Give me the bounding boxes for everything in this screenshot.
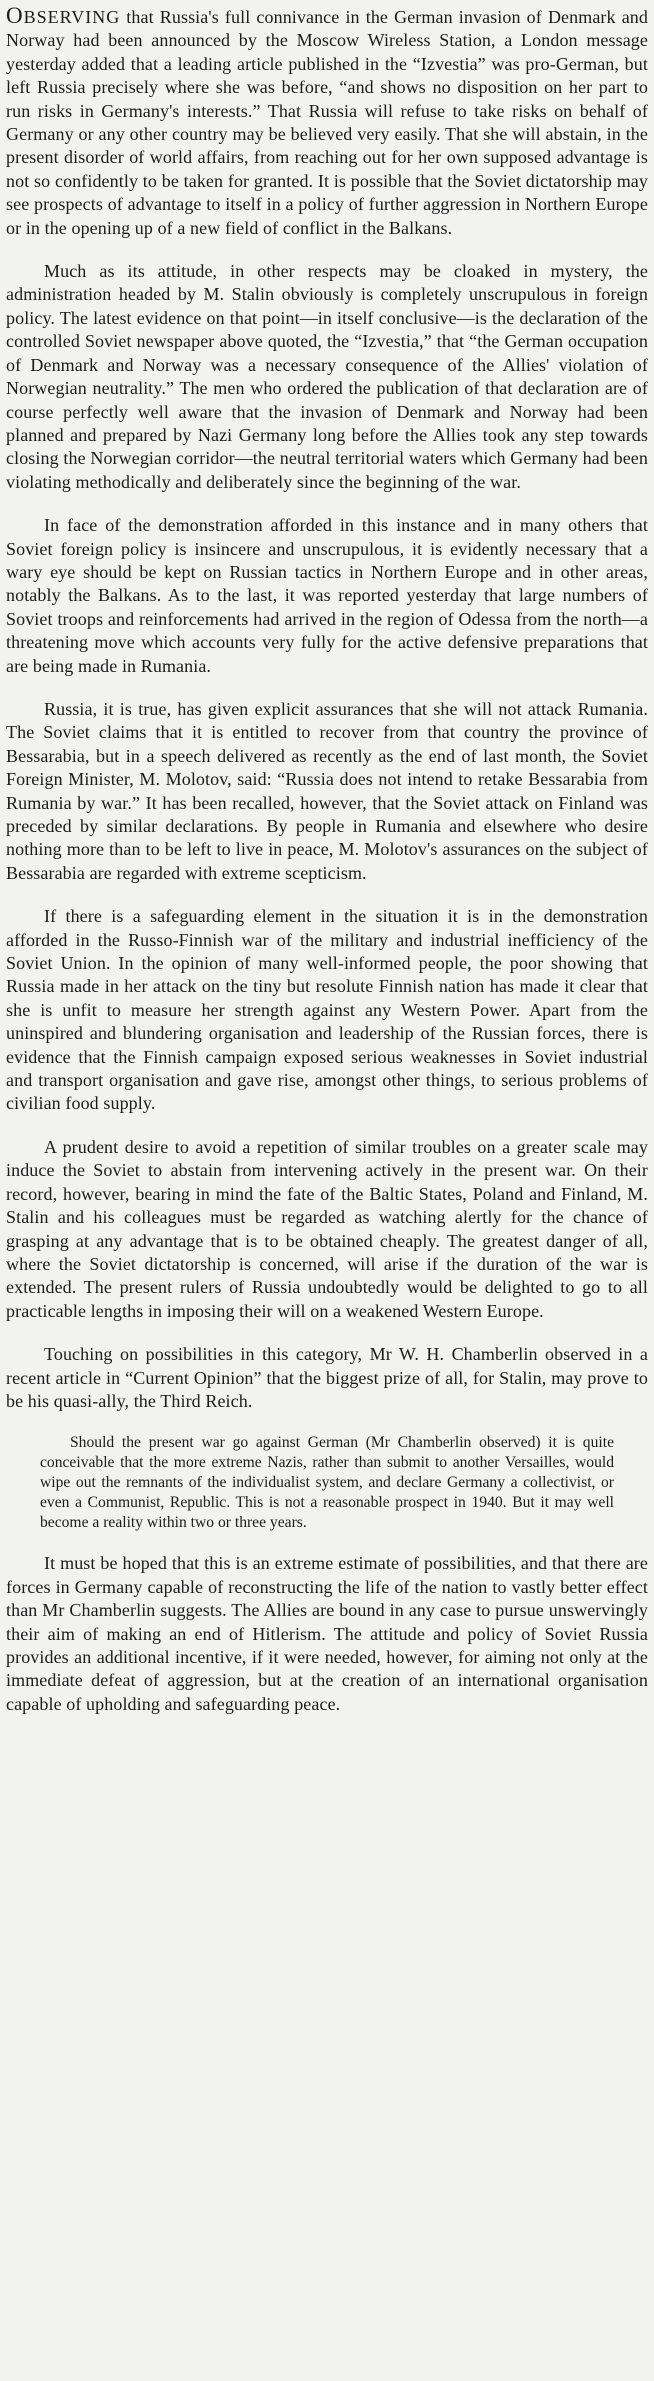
article-paragraph-7: Touching on possibilities in this category, Mr W. H. Chamberlin observed in a recent article in “Current Opinion” that the biggest prize of all, for Stalin, may prove to be his quasi-ally, the Third Reich. [6,1344,648,1411]
article-paragraph-1 [6,4,648,240]
article-paragraph-8: It must be hoped that this is an extreme estimate of possibilities, and that there are forces in Germany capable of reconstructing the life of the nation to vastly better effect than Mr Chamberlin suggests. The Allies are bound in any case to pursue unswervingly their aim of making an end of Hitlerism. The attitude and policy of Soviet Russia provides an additional incentive, if it were needed, however, for aiming not only at the immediate defeat of aggression, but at the creation of an international organisation capable of upholding and safeguarding peace. [6,1553,648,1714]
article-paragraph-4: Russia, it is true, has given explicit assurances that she will not attack Rumania. The Soviet claims that it is entitled to recover from that country the province of Bessarabia, but in a speech delivered as recently as the end of last month, the Soviet Foreign Minister, M. Molotov, said: “Russia does not intend to retake Bessarabia from Rumania by war.” It has been recalled, however, that the Soviet attack on Finland was preceded by similar declarations. By people in Rumania and elsewhere who desire nothing more than to be left to live in peace, M. Molotov's assurances on the subject of Bessarabia are regarded with extreme scepticism. [6,698,648,883]
article-paragraph-3: In face of the demonstration afforded in this instance and in many others that Soviet foreign policy is insincere and unscrupulous, it is evidently necessary that a wary eye should be kept on Russian tactics in Northern Europe and in other areas, notably the Balkans. As to the last, it was reported yesterday that large numbers of Soviet troops and reinforcements had arrived in the region of Odessa from the north—a threatening move which accounts very fully for the active defensive preparations that are being made in Rumania. [6,515,648,676]
block-quote: Should the present war go against German (Mr Chamberlin observed) it is quite conceivable that the more extreme Nazis, rather than submit to another Versailles, would wipe out the remnants of the individualist system, and declare Germany a collectivist, or even a Communist, Republic. This is not a reasonable prospect in 1940. But it may well become a reality within two or three years. [40,1434,614,1531]
opening-word: BSERVING [23,7,121,27]
article-paragraph-2: Much as its attitude, in other respects may be cloaked in mystery, the administration headed by M. Stalin obviously is completely unscrupulous in foreign policy. The latest evidence on that point—in itself conclusive—is the declaration of the controlled Soviet newspaper above quoted, the “Izvestia,” that “the German occupation of Denmark and Norway was a necessary consequence of the Allies' violation of Norwegian neutrality.” The men who ordered the publication of that declaration are of course perfectly well aware that the invasion of Denmark and Norway had been planned and prepared by Nazi Germany long before the Allies took any step towards closing the Norwegian corridor—the neutral territorial waters which Germany had been violating methodically and deliberately since the beginning of the war. [6,261,648,492]
paragraph-1-text: that Russia's full connivance in the German invasion of Denmark and Norway had been announced by the Moscow Wireless Station, a London message yesterday added that a leading article published in the “Izvestia” was pro-German, but left Russia precisely where she was before, “and shows no disposition on her part to run risks in Germany's interests.” That Russia will refuse to take risks on behalf of Germany or any other country may be believed very easily. That she will abstain, in the present disorder of world affairs, from reaching out for her own supposed advantage is not so confidently to be taken for granted. It is possible that the Soviet dictatorship may see prospects of advantage to itself in a policy of further aggression in Northern Europe or in the opening up of a new field of conflict in the Balkans. [6,7,648,238]
article-paragraph-6: A prudent desire to avoid a repetition of similar troubles on a greater scale may induce the Soviet to abstain from intervening actively in the present war. On their record, however, bearing in mind the fate of the Baltic States, Poland and Finland, M. Stalin and his colleagues must be regarded as watching alertly for the chance of grasping at any advantage that is to be obtained cheaply. The greatest danger of all, where the Soviet dictatorship is concerned, will arise if the duration of the war is extended. The present rulers of Russia undoubtedly would be delighted to go to all practicable lengths in imposing their will on a weakened Western Europe. [6,1136,648,1321]
drop-cap-letter: O [6,3,24,28]
article-paragraph-5: If there is a safeguarding element in the situation it is in the demonstration afforded in the Russo-Finnish war of the military and industrial inefficiency of the Soviet Union. In the opinion of many well-informed people, the poor showing that Russia made in her attack on the tiny but resolute Finnish nation has made it clear that she is unfit to measure her strength against any Western Power. Apart from the uninspired and blundering organisation and leadership of the Russian forces, there is evidence that the Finnish campaign exposed serious weaknesses in Soviet industrial and transport organisation and gave rise, amongst other things, to serious problems of civilian food supply. [6,906,648,1114]
